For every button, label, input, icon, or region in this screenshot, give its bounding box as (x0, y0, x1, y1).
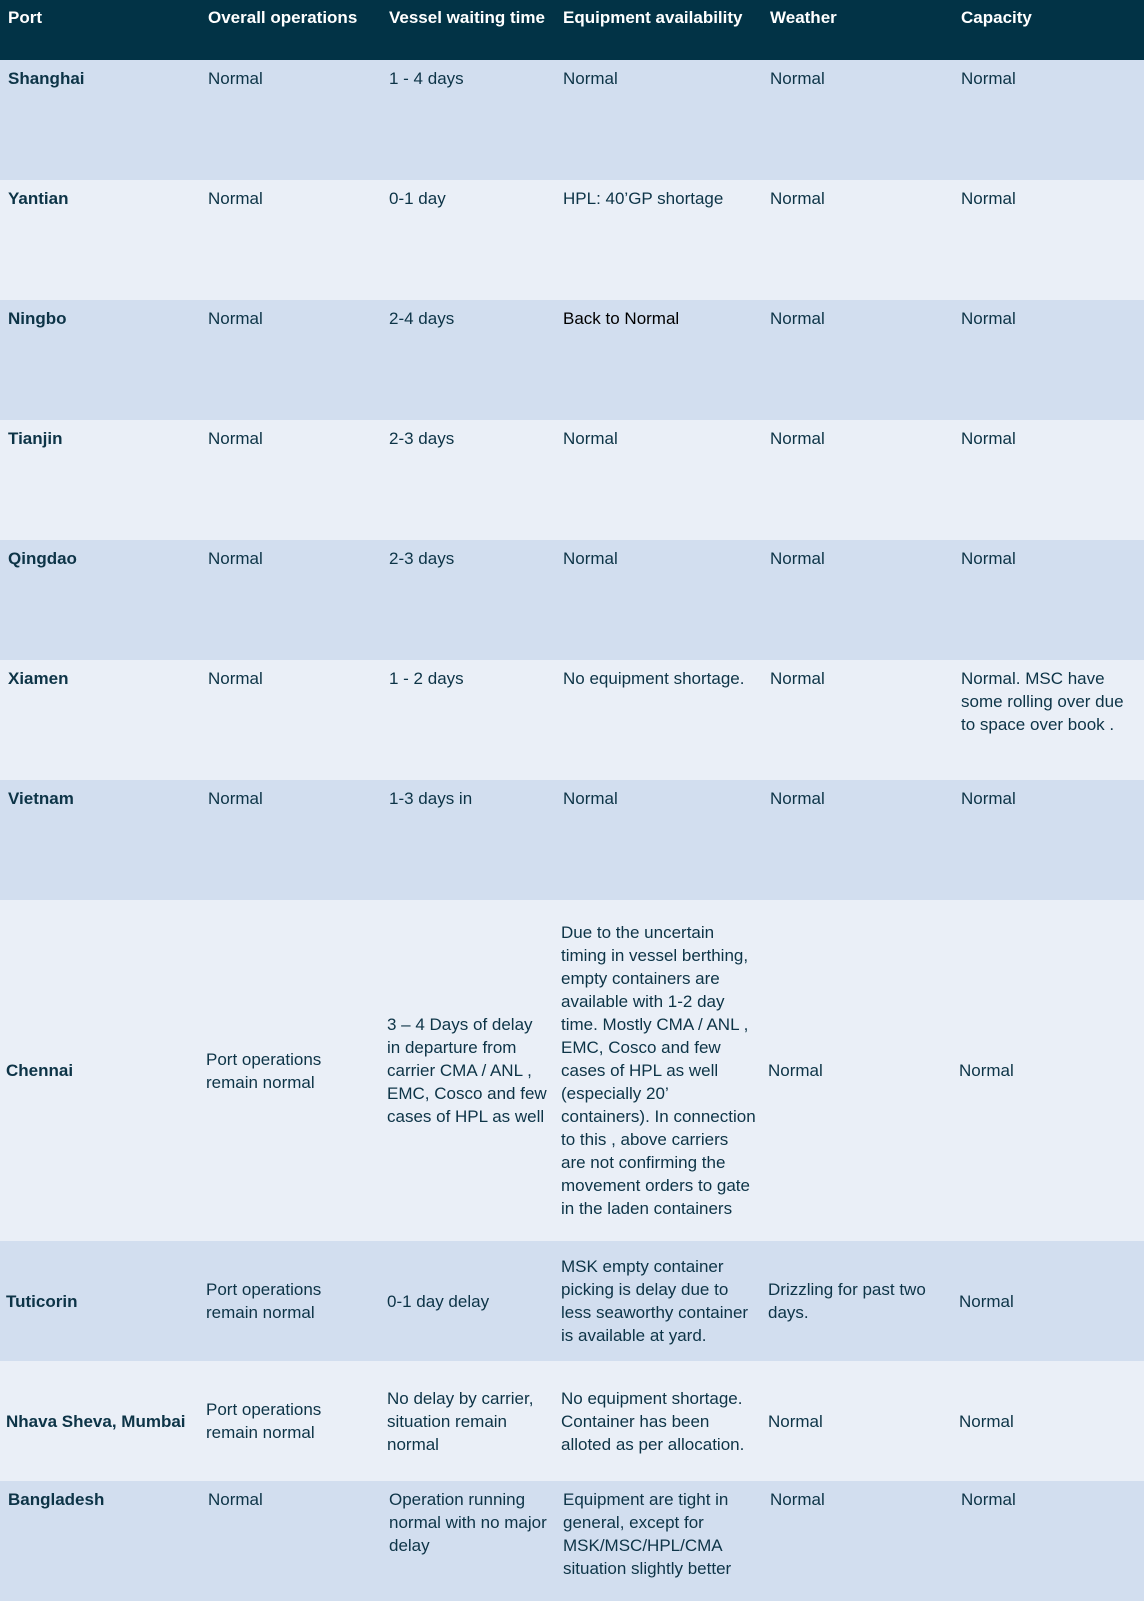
cell-capacity: Normal (961, 789, 1016, 808)
header-port: Port (8, 8, 42, 27)
cell-waiting: 1 - 4 days (389, 69, 464, 88)
cell-weather: Normal (770, 789, 825, 808)
header-vessel-waiting-time: Vessel waiting time (389, 8, 545, 27)
cell-waiting: 0-1 day (389, 189, 446, 208)
cell-operations: Normal (208, 789, 263, 808)
cell-waiting: 1 - 2 days (389, 669, 464, 688)
cell-equipment: HPL: 40’GP shortage (563, 189, 724, 208)
table-row (0, 660, 1144, 780)
cell-operations: Normal (208, 549, 263, 568)
cell-waiting: 1-3 days in (389, 789, 473, 808)
cell-operations: Port operations remain normal (206, 1049, 322, 1092)
cell-weather: Normal (770, 429, 825, 448)
cell-weather: Normal (770, 549, 825, 568)
table-row (0, 1241, 1144, 1361)
table-row (0, 780, 1144, 900)
cell-waiting: 0-1 day delay (387, 1291, 490, 1311)
cell-weather: Normal (770, 69, 825, 88)
cell-waiting: 2-3 days (389, 549, 455, 568)
header-overall-operations: Overall operations (208, 8, 358, 27)
cell-waiting: 3 – 4 Days of delay in departure from carrier CMA / ANL , EMC, Cosco and few cases of HPL as well (387, 1015, 547, 1126)
cell-capacity: Normal (959, 1061, 1014, 1080)
cell-capacity: Normal (961, 69, 1016, 88)
cell-port: Vietnam (8, 789, 74, 808)
cell-equipment: Normal (563, 69, 618, 88)
cell-operations: Normal (208, 429, 263, 448)
cell-waiting: 2-3 days (389, 429, 455, 448)
cell-equipment: Normal (563, 429, 618, 448)
cell-operations: Port operations remain normal (206, 1400, 322, 1442)
table-row (0, 1361, 1144, 1481)
cell-equipment: Normal (563, 549, 618, 568)
cell-port: Yantian (8, 189, 69, 208)
cell-capacity: Normal (959, 1411, 1014, 1431)
cell-capacity: Normal (961, 1490, 1016, 1509)
cell-waiting: 2-4 days (389, 309, 455, 328)
cell-operations: Normal (208, 189, 263, 208)
cell-port: Shanghai (8, 69, 85, 88)
cell-capacity: Normal (961, 429, 1016, 448)
cell-port: Nhava Sheva, Mumbai (6, 1411, 186, 1431)
cell-weather: Normal (770, 669, 825, 688)
header-row (0, 0, 1144, 60)
cell-equipment: No equipment shortage. (563, 669, 745, 688)
cell-operations: Port operations remain normal (206, 1280, 322, 1322)
cell-equipment: MSK empty container picking is delay due to less seaworthy container is available at yard. (561, 1257, 749, 1345)
cell-port: Bangladesh (8, 1490, 105, 1509)
table-row (0, 900, 1144, 1241)
cell-equipment: Normal (563, 789, 618, 808)
cell-capacity: Normal. MSC have some rolling over due to space over book . (961, 669, 1124, 734)
cell-equipment: Equipment are tight in general, except for MSK/MSC/HPL/CMA situation slightly better (563, 1490, 732, 1578)
cell-port: Xiamen (8, 669, 69, 688)
cell-operations: Normal (208, 1490, 263, 1509)
cell-port: Tianjin (8, 429, 63, 448)
cell-capacity: Normal (961, 309, 1016, 328)
cell-equipment: No equipment shortage. Container has been alloted as per allocation. (561, 1388, 745, 1454)
cell-equipment: Back to Normal (563, 309, 680, 328)
header-weather: Weather (770, 8, 837, 27)
cell-weather: Normal (770, 309, 825, 328)
header-capacity: Capacity (961, 8, 1032, 27)
cell-capacity: Normal (959, 1291, 1014, 1311)
cell-weather: Normal (770, 1490, 825, 1509)
table-row (0, 540, 1144, 660)
cell-waiting: No delay by carrier, situation remain normal (387, 1388, 534, 1454)
cell-operations: Normal (208, 69, 263, 88)
cell-operations: Normal (208, 669, 263, 688)
cell-weather: Normal (768, 1061, 823, 1080)
header-equipment-availability: Equipment availability (563, 8, 743, 27)
table-row (0, 60, 1144, 180)
cell-port: Chennai (6, 1061, 74, 1080)
cell-port: Tuticorin (6, 1291, 78, 1311)
cell-weather: Normal (768, 1411, 823, 1431)
cell-port: Qingdao (8, 549, 77, 568)
table-row (0, 1481, 1144, 1601)
cell-waiting: Operation running normal with no major delay (389, 1490, 547, 1555)
cell-port: Ningbo (8, 309, 67, 328)
cell-weather: Normal (770, 189, 825, 208)
table-row (0, 180, 1144, 300)
table-row (0, 420, 1144, 540)
cell-operations: Normal (208, 309, 263, 328)
cell-weather: Drizzling for past two days. (768, 1280, 926, 1322)
cell-capacity: Normal (961, 549, 1016, 568)
cell-capacity: Normal (961, 189, 1016, 208)
table-row (0, 300, 1144, 420)
cell-equipment: Due to the uncertain timing in vessel berthing, empty containers are available with 1-2 day time. Mostly CMA / ANL , EMC, Cosco and few cases of HPL as well (especially 20’ containers). In connection to this , above carriers are not confirming the movement orders to gate in the laden containers (561, 923, 756, 1218)
